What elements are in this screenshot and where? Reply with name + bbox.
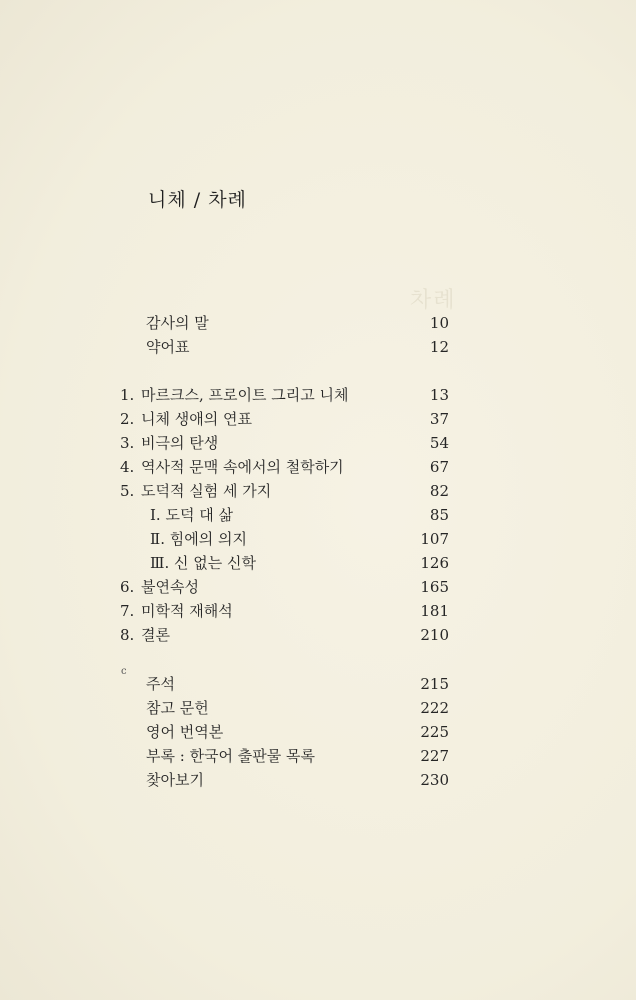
toc-chapter-page: 82	[429, 482, 449, 500]
toc-chapter	[0, 600, 636, 622]
toc-entry-page: 230	[420, 771, 449, 789]
toc-chapter	[0, 624, 636, 646]
toc-chapter-page: 165	[420, 578, 449, 596]
toc-chapter-number: 6.	[120, 578, 135, 596]
toc-chapter-number: 1.	[120, 386, 135, 404]
toc-section-label: Ⅱ. 힘에의 의지	[150, 530, 247, 548]
toc-section-label: Ⅰ. 도덕 대 삶	[150, 506, 233, 524]
toc-entry-label: 영어 번역본	[146, 723, 224, 741]
toc-entry	[0, 673, 636, 695]
toc-entry	[0, 312, 636, 334]
toc-chapter-page: 67	[429, 458, 449, 476]
toc-chapter-number: 4.	[120, 458, 135, 476]
page-title: 니체 / 차례	[148, 189, 247, 211]
toc-chapter-number: 8.	[120, 626, 135, 644]
toc-chapter	[0, 384, 636, 406]
toc-chapter-page: 13	[429, 386, 449, 404]
toc-entry-label: 찾아보기	[146, 771, 204, 789]
toc-entry-label: 부록 : 한국어 출판물 목록	[146, 747, 316, 765]
toc-entry	[0, 769, 636, 791]
toc-entry	[0, 721, 636, 743]
toc-entry-page: 12	[429, 338, 449, 356]
toc-section	[0, 528, 636, 550]
toc-section-page: 126	[420, 554, 449, 572]
toc-chapter-label: 미학적 재해석	[141, 602, 233, 620]
toc-section-label: Ⅲ. 신 없는 신학	[150, 554, 256, 572]
toc-chapter-label: 결론	[141, 626, 170, 644]
toc-chapter	[0, 432, 636, 454]
toc-entry	[0, 336, 636, 358]
toc-entry-page: 10	[429, 314, 449, 332]
toc-entry-page: 222	[420, 699, 449, 717]
toc-entry-label: 주석	[146, 675, 175, 693]
toc-chapter-page: 210	[420, 626, 449, 644]
toc-chapter-number: 3.	[120, 434, 135, 452]
toc-chapter-label: 마르크스, 프로이트 그리고 니체	[141, 386, 349, 404]
toc-chapter	[0, 576, 636, 598]
toc-chapter-page: 181	[420, 602, 449, 620]
toc-chapter	[0, 456, 636, 478]
toc-section-page: 107	[420, 530, 449, 548]
toc-section	[0, 504, 636, 526]
toc-chapter-label: 비극의 탄생	[141, 434, 219, 452]
toc-entry	[0, 697, 636, 719]
toc-section-page: 85	[429, 506, 449, 524]
toc-entry-label: 참고 문헌	[146, 699, 209, 717]
toc-entry-page: 225	[420, 723, 449, 741]
toc-entry-label: 약어표	[146, 338, 190, 356]
toc-chapter-label: 니체 생애의 연표	[141, 410, 252, 428]
toc-entry-label: 감사의 말	[146, 314, 209, 332]
toc-section	[0, 552, 636, 574]
toc-chapter-number: 5.	[120, 482, 135, 500]
toc-entry-page: 215	[420, 675, 449, 693]
show-through-text: 차례	[410, 288, 457, 313]
toc-chapter	[0, 480, 636, 502]
toc-chapter-page: 37	[429, 410, 449, 428]
toc-chapter-number: 2.	[120, 410, 135, 428]
toc-entry	[0, 745, 636, 767]
toc-chapter-label: 불연속성	[141, 578, 199, 596]
toc-chapter-label: 역사적 문맥 속에서의 철학하기	[141, 458, 344, 476]
toc-chapter-number: 7.	[120, 602, 135, 620]
toc-chapter-label: 도덕적 실험 세 가지	[141, 482, 272, 500]
toc-chapter	[0, 408, 636, 430]
toc-chapter-page: 54	[429, 434, 449, 452]
toc-entry-page: 227	[420, 747, 449, 765]
margin-mark: c	[121, 666, 127, 677]
